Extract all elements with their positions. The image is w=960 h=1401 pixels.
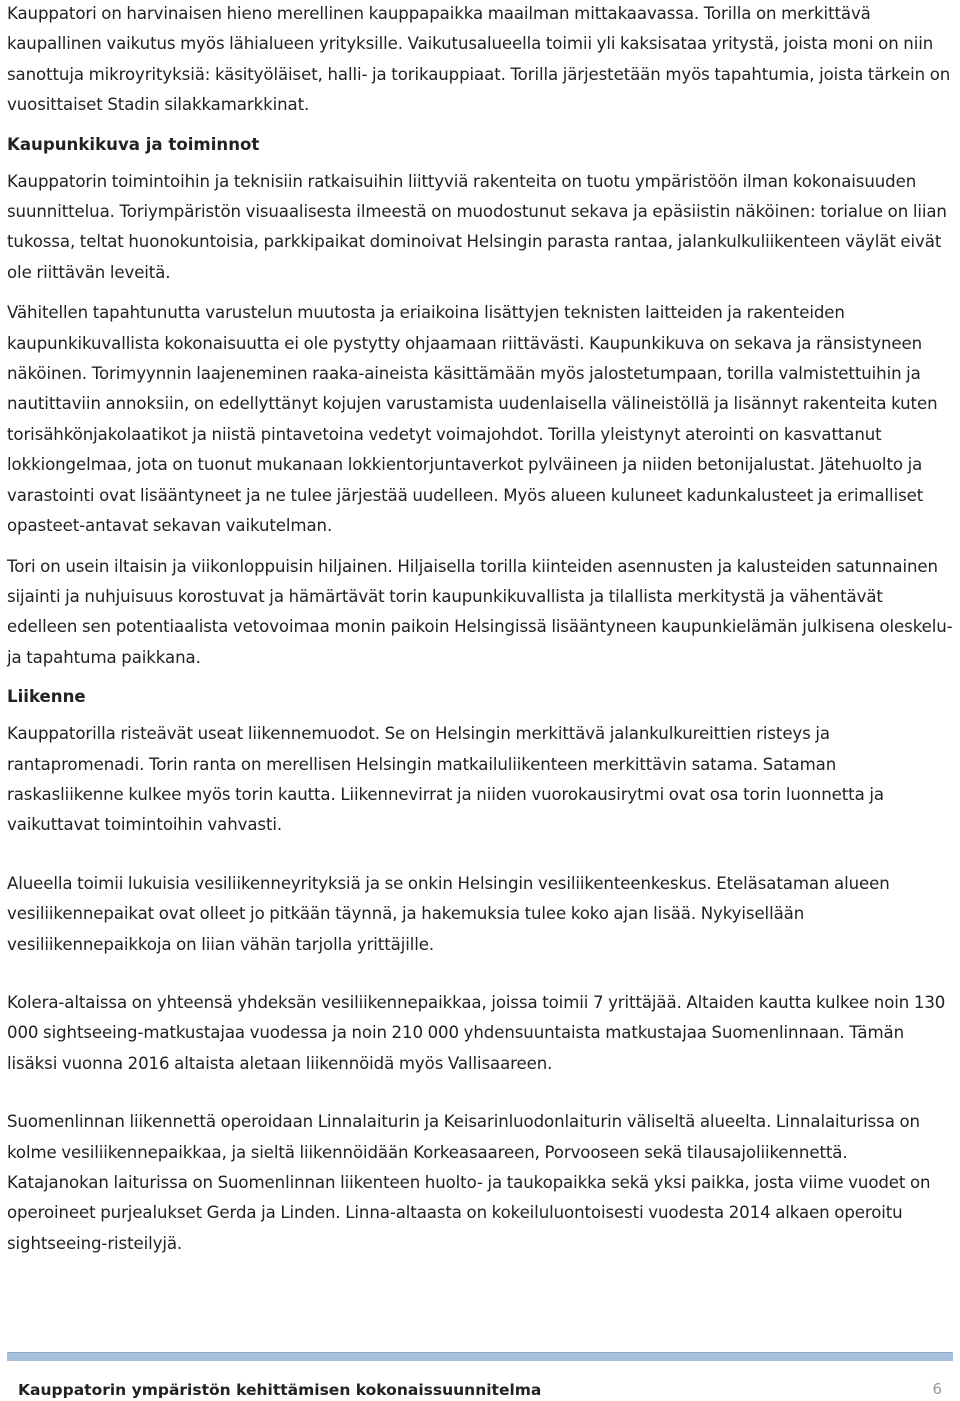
footer-document-title: Kauppatorin ympäristön kehittämisen kokonaissuunnitelma xyxy=(18,1381,542,1399)
paragraph-liikenne-2: Alueella toimii lukuisia vesiliikenneyrityksiä ja se onkin Helsingin vesiliikenteenkeskus. Eteläsataman alueen vesiliikennepaikat ovat olleet jo pitkään täynnä, ja hakemuksia tulee koko ajan lisää. Nykyisellään vesiliikennepaikkoja on liian vähän tarjolla yrittäjille. xyxy=(7,873,890,954)
paragraph-liikenne-3: Kolera-altaissa on yhteensä yhdeksän vesiliikennepaikkaa, joissa toimii 7 yrittäjää. Altaiden kautta kulkee noin 130 000 sightseeing-matkustajaa vuodessa ja noin 210 000 yhdensuuntaista matkustajaa Suomenlinnaan. Tämän lisäksi vuonna 2016 altaista aletaan liikennöidä myös Vallisaareen. xyxy=(7,992,946,1073)
paragraph-kaupunkikuva-2: Vähitellen tapahtunutta varustelun muutosta ja eriaikoina lisättyjen teknisten laitteiden ja rakenteiden kaupunkikuvallista kokonaisuutta ei ole pystytty ohjaamaan riittävästi. Kaupunkikuva on sekava ja ränsistyneen näköinen. Torimyynnin laajeneminen raaka-aineista käsittämään myös jalostetumpaan, torilla valmistettuihin ja nautittaviin annoksiin, on edellyttänyt kojujen varustamista uudenlaisella välineistöllä ja lisännyt rakenteita kuten torisähkönjakolaatikot ja niistä pintavetoina vedetyt voimajohdot. Torilla yleistynyt aterointi on kasvattanut lokkiongelmaa, jota on tuonut mukanaan lokkientorjuntaverkot pylväineen ja niiden betonijalustat. Jätehuolto ja varastointi ovat lisääntyneet ja ne tulee järjestää uudelleen. Myös alueen kuluneet kadunkalusteet ja erimalliset opasteet-antavat sekavan vaikutelman. xyxy=(7,303,938,536)
footer-divider xyxy=(7,1352,953,1361)
paragraph-intro: Kauppatori on harvinaisen hieno merellinen kauppapaikka maailman mittakaavassa. Torilla on merkittävä kaupallinen vaikutus myös lähialueen yrityksille. Vaikutusalueella toimii yli kaksisataa yritystä, joista moni on niin sanottuja mikroyrityksiä: käsityöläiset, halli- ja torikauppiaat. Torilla järjestetään myös tapahtumia, joista tärkein on vuosittaiset Stadin silakkamarkkinat. xyxy=(7,4,951,115)
document-page xyxy=(7,0,953,1259)
heading-liikenne: Liikenne xyxy=(7,687,86,707)
paragraph-liikenne-1: Kauppatorilla risteävät useat liikennemuodot. Se on Helsingin merkittävä jalankulkureittien risteys ja rantapromenadi. Torin ranta on merellisen Helsingin matkailuliikenteen merkittävin satama. Sataman raskasliikenne kulkee myös torin kautta. Liikennevirrat ja niiden vuorokausirytmi ovat osa torin luonnetta ja vaikuttavat toimintoihin vahvasti. xyxy=(7,724,884,835)
paragraph-liikenne-4: Suomenlinnan liikennettä operoidaan Linnalaiturin ja Keisarinluodonlaiturin väliseltä alueelta. Linnalaiturissa on kolme vesiliikennepaikkaa, ja sieltä liikennöidään Korkeasaareen, Porvooseen sekä tilausajoliikennettä. Katajanokan laiturissa on Suomenlinnan liikenteen huolto- ja taukopaikka sekä yksi paikka, josta viime vuodet on operoineet purjealukset Gerda ja Linden. Linna-altaasta on kokeiluluontoisesti vuodesta 2014 alkaen operoitu sightseeing-risteilyjä. xyxy=(7,1112,931,1253)
heading-kaupunkikuva: Kaupunkikuva ja toiminnot xyxy=(7,134,260,154)
footer-page-number: 6 xyxy=(932,1380,942,1398)
paragraph-kaupunkikuva-3: Tori on usein iltaisin ja viikonloppuisin hiljainen. Hiljaisella torilla kiinteiden asennusten ja kalusteiden satunnainen sijainti ja nuhjuisuus korostuvat ja hämärtävät torin kaupunkikuvallista ja tilallista merkitystä ja vähentävät edelleen sen potentiaalista vetovoimaa monin paikoin Helsingissä lisääntyneen kaupunkielämän julkisena oleskelu- ja tapahtuma paikkana. xyxy=(7,556,953,667)
paragraph-kaupunkikuva-1: Kauppatorin toimintoihin ja teknisiin ratkaisuihin liittyviä rakenteita on tuotu ympäristöön ilman kokonaisuuden suunnittelua. Toriympäristön visuaalisesta ilmeestä on muodostunut sekava ja epäsiistin näköinen: torialue on liian tukossa, teltat huonokuntoisia, parkkipaikat dominoivat Helsingin parasta rantaa, jalankulkuliikenteen väylät eivät ole riittävän leveitä. xyxy=(7,171,947,282)
